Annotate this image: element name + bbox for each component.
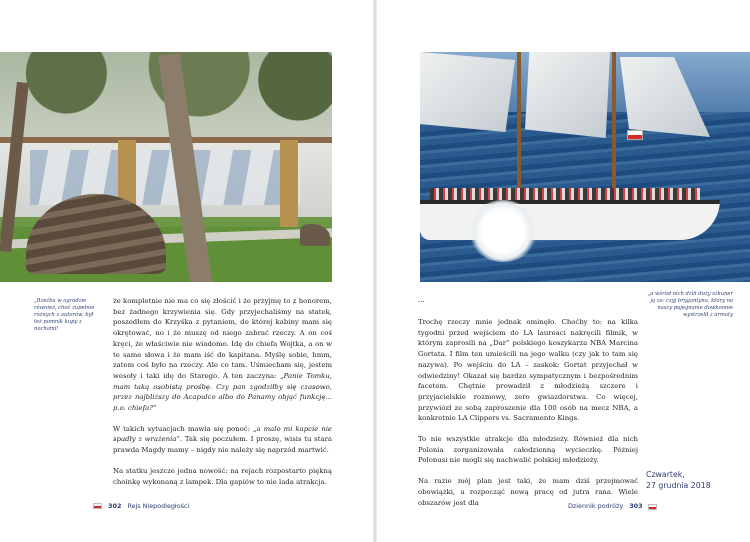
sidenote-day: Czwartek, (646, 470, 685, 479)
left-quote-2: „a malo mi kapcie nie spadły z wrażenia” (113, 424, 332, 444)
left-body-text (113, 296, 332, 487)
poland-flag-icon (93, 503, 102, 509)
ellipsis: ... (418, 296, 425, 304)
garden-photo (0, 52, 332, 282)
book-title: Rejs Niepodległości (127, 502, 190, 510)
right-paragraph-3: Na razie mój plan jest taki, że mam dziś przejmować obowiązki, a rozpocząć nową pracę od jutra rana. Wiele obszarów jest dla (418, 477, 638, 507)
left-paragraph-2: W takich sytuacjach mawia się ponoć: „a malo mi kapcie nie spadły z wrażenia”. Tak się poczułem. I proszę, wisis tu stara prawda Magdy mamy – nigdy nie należy się naprzód martwić. (113, 424, 332, 455)
page-number-right: 303 (629, 502, 643, 510)
left-paragraph-3: Na statku jeszcze jedna nowość: na rejach rozpostarto piękną choinkę wykonaną z lampek. Dla gapiów to nie lada atrakcja. (113, 466, 332, 486)
right-body-text (418, 317, 638, 508)
sidenote-date: 27 grudnia 2018 (646, 481, 711, 490)
section-title: Dziennik podróży (568, 502, 624, 510)
right-footer (568, 502, 647, 510)
book-gutter (373, 0, 377, 542)
right-paragraph-2: To nie wszystkie atrakcje dla młodzieży. Również dla nich Polonia zorganizowała całodzienną wycieczkę. Później Polonusi nie mogli się nachwalić polskiej młodzieży. (418, 435, 638, 465)
poland-flag-icon-right (648, 504, 657, 510)
left-photo-caption: „Rzeźba w ogrodzie również, choć zupełnie różnych z autorów, był też pomnik kupy z nochami! (34, 298, 95, 332)
left-footer (93, 502, 189, 510)
date-sidenote (646, 469, 736, 491)
ship-photo (420, 52, 750, 282)
left-quote-1: „Panie Tomku, mam taką osobistą prośbę. Czy pan zgodziłby się czasowo, przez najbliższy do Acapulco albo do Panamy objąć funkcję... p.o. chiefa?” (113, 371, 332, 413)
right-paragraph-1: Trochę rzeczy mnie jednak ominęło. Choćby to: na kilka tygodni przed wejściem do LA laureaci nakręcili filmik, w którym zaprosili na „Dar” polskiego koszykarza NBA Marcina Gortata. I film ten umieścili na jego walku (czy jak to tam się nazywa). Po wejściu do LA – zaskok: Gortat przyjechał w odwiedziny! Okazał się bardzo sympatycznym i bezpośrednim facetem. Chętnie prowadził z młodzieżą szczere i przyjacielskie rozmowy, zero gwiazdorstwa. Co więcej, przywiózł ze sobą zaproszenie dla 100 osób na mecz NBA, a konkretnie LA Clippers vs. Sacramento Kings. (418, 318, 638, 423)
right-photo-caption: „a wśród nich dzili duży szkuner ją za- czyj brygantyna, który na naszy pojegnanie dowkonnie wystrzelił z armaty (647, 291, 733, 318)
left-paragraph-1: że kompletnie nie ma co się złościć i że przyjmę to z honorem, bez żadnego krzywienia się. Gdy przyjechaliśmy na statek, poszedłem do Krzyśka z pytaniem, do której kabiny mam się okrętować, no i że muszę od niego zabrać rzeczy. A on coś kręci, że właściwie nie wiadomo. Idę do chiefa Wojtka, a on w te same słowa i że mam iść do kapitana. Myślę sobie, hmm, zatem coś było na rzeczy. Ale co tam. Uśmiecham się, jestem wesoły i taki idę do Starego. A ten zaczyna: „Panie Tomku, mam taką osobistą prośbę. Czy pan zgodziłby się czasowo, przez najbliższy do Acapulco albo do Panamy objąć funkcję... p.o. chiefa?” (113, 297, 332, 413)
page-number-left: 302 (108, 502, 122, 510)
